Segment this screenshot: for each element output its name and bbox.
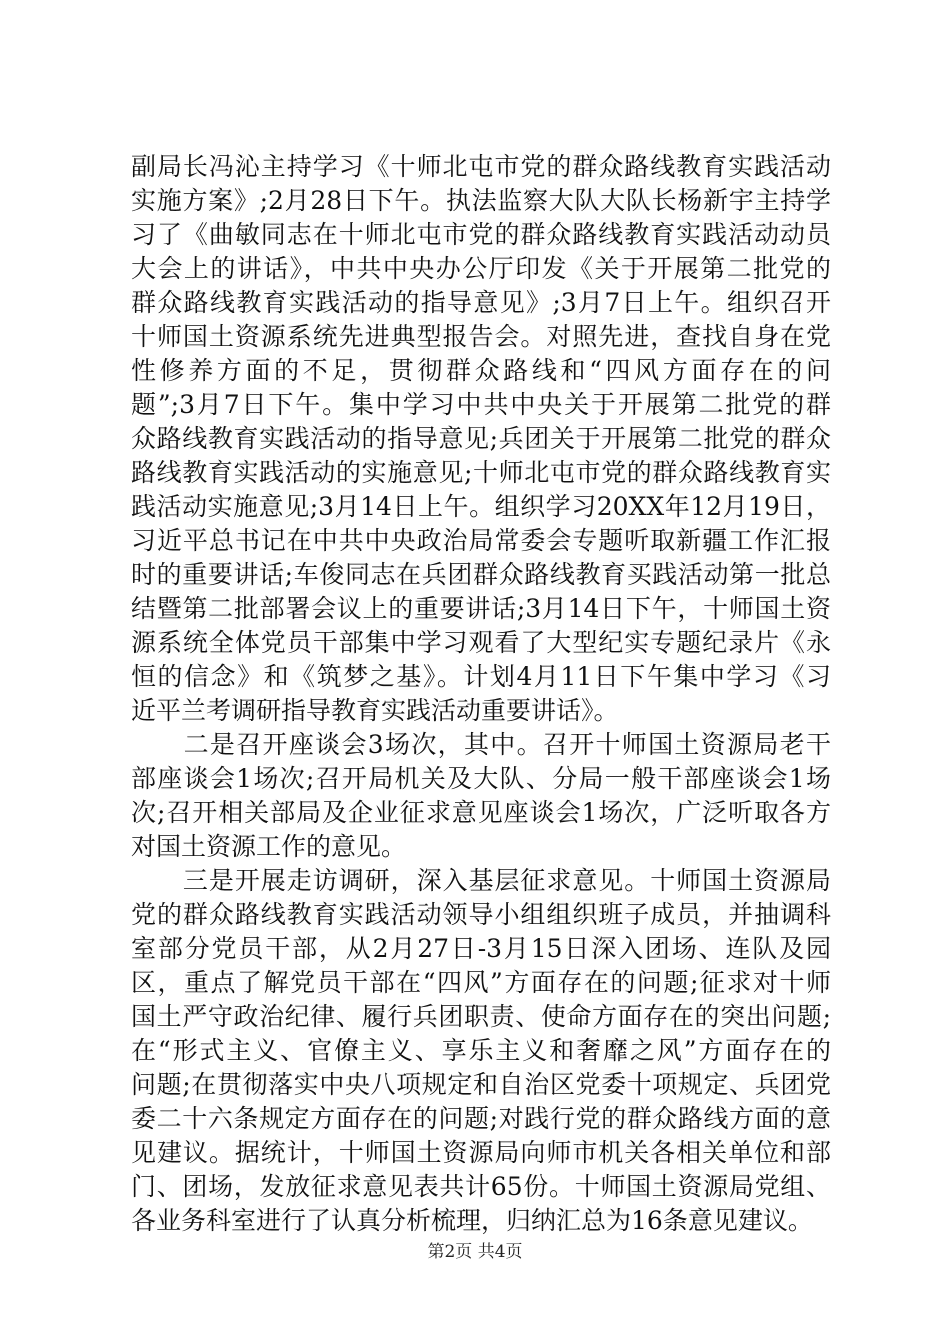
text-line: 对国土资源工作的意见。 bbox=[131, 832, 407, 861]
text-line: 在“形式主义、官僚主义、享乐主义和奢靡之风”方面存在的 bbox=[131, 1036, 831, 1065]
text-line: 各业务科室进行了认真分析梳理，归纳汇总为16条意见建议。 bbox=[131, 1206, 813, 1235]
text-line: 习了《曲敏同志在十师北屯市党的群众路线教育实践活动动员 bbox=[131, 220, 831, 249]
text-line: 时的重要讲话;车俊同志在兵团群众路线教育买践活动第一批总 bbox=[131, 560, 831, 589]
text-line: 性修养方面的不足，贯彻群众路线和“四风方面存在的问 bbox=[131, 356, 831, 385]
text-line: 实施方案》;2月28日下午。执法监察大队大队长杨新宇主持学 bbox=[131, 186, 831, 215]
text-line: 群众路线教育实践活动的指导意见》;3月7日上午。组织召开 bbox=[131, 288, 831, 317]
text-line: 党的群众路线教育实践活动领导小组组织班子成员，并抽调科 bbox=[131, 900, 831, 929]
text-line: 国土严守政治纪律、履行兵团职责、使命方面存在的突出问题; bbox=[131, 1002, 831, 1031]
text-line: 委二十六条规定方面存在的问题;对践行党的群众路线方面的意 bbox=[131, 1104, 831, 1133]
text-line: 源系统全体党员干部集中学习观看了大型纪实专题纪录片《永 bbox=[131, 628, 831, 657]
text-line: 问题;在贯彻落实中央八项规定和自治区党委十项规定、兵团党 bbox=[131, 1070, 831, 1099]
page-number-footer: 第2页 共4页 bbox=[427, 1242, 523, 1262]
text-line: 题”;3月7日下午。集中学习中共中央关于开展第二批党的群 bbox=[131, 390, 831, 419]
text-line: 部座谈会1场次;召开局机关及大队、分局一般干部座谈会1场 bbox=[131, 764, 831, 793]
text-line: 区，重点了解党员干部在“四风”方面存在的问题;征求对十师 bbox=[131, 968, 831, 997]
text-line: 践活动实施意见;3月14日上午。组织学习20XX年12月19日， bbox=[131, 492, 831, 521]
text-line: 室部分党员干部，从2月27日-3月15日深入团场、连队及园 bbox=[131, 934, 831, 963]
body-text bbox=[131, 150, 831, 1238]
text-line: 路线教育实践活动的实施意见;十师北屯市党的群众路线教育实 bbox=[131, 458, 831, 487]
text-line: 二是召开座谈会3场次，其中。召开十师国土资源局老干 bbox=[131, 730, 831, 759]
text-line: 门、团场，发放征求意见表共计65份。十师国土资源局党组、 bbox=[131, 1172, 831, 1201]
text-line: 次;召开相关部局及企业征求意见座谈会1场次，广泛听取各方 bbox=[131, 798, 831, 827]
text-line: 习近平总书记在中共中央政治局常委会专题听取新疆工作汇报 bbox=[131, 526, 831, 555]
text-line: 三是开展走访调研，深入基层征求意见。十师国土资源局 bbox=[131, 866, 831, 895]
text-line: 恒的信念》和《筑梦之基》。计划4月11日下午集中学习《习 bbox=[131, 662, 831, 691]
text-line: 十师国土资源系统先进典型报告会。对照先进，查找自身在党 bbox=[131, 322, 831, 351]
text-line: 副局长冯沁主持学习《十师北屯市党的群众路线教育实践活动 bbox=[131, 152, 831, 181]
text-line: 见建议。据统计，十师国土资源局向师市机关各相关单位和部 bbox=[131, 1138, 831, 1167]
text-line: 众路线教育实践活动的指导意见;兵团关于开展第二批党的群众 bbox=[131, 424, 831, 453]
text-line: 结暨第二批部署会议上的重要讲话;3月14日下午，十师国土资 bbox=[131, 594, 831, 623]
text-line: 大会上的讲话》，中共中央办公厅印发《关于开展第二批党的 bbox=[131, 254, 831, 283]
text-line: 近平兰考调研指导教育实践活动重要讲话》。 bbox=[131, 696, 619, 725]
